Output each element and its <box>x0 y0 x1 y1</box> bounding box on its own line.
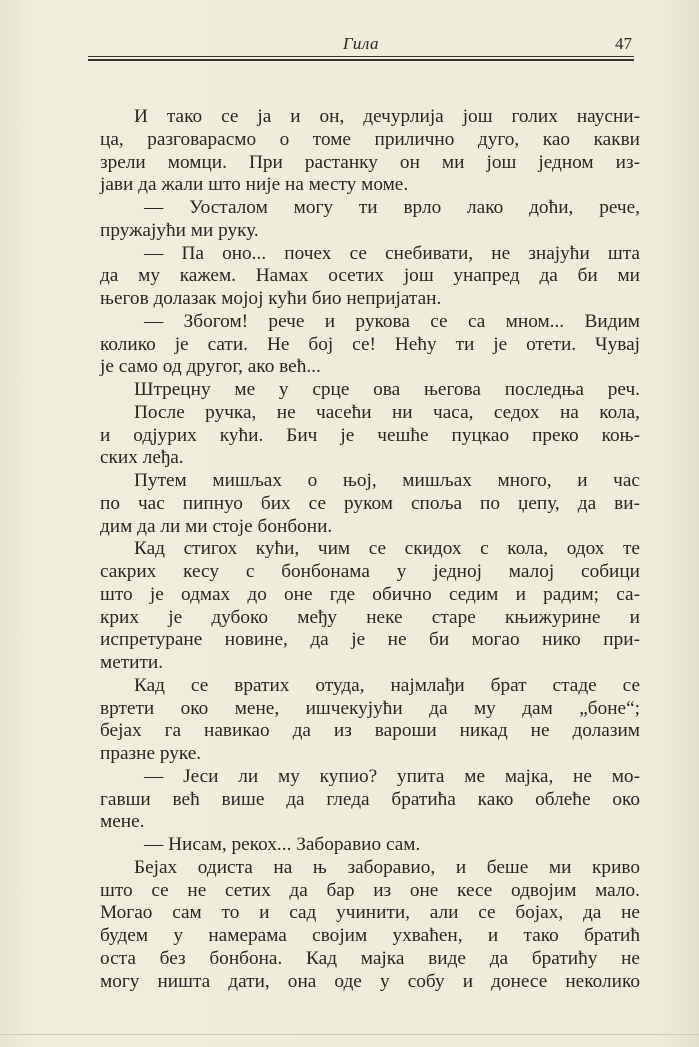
text-line: могу ништа дати, она оде у собу и донесе неколико <box>100 970 640 992</box>
text-line: Кад стигох кући, чим се скидох с кола, одох те <box>134 538 640 560</box>
text-line: зрели момци. При растанку он ми још једном из- <box>100 151 640 173</box>
text-line: је само од другог, ако већ... <box>100 356 321 378</box>
text-line: крих је дубоко међу неке старе књижурине и <box>100 606 640 628</box>
text-line: Кад се вратих отуда, најмлађи брат стаде се <box>134 674 640 696</box>
text-line: колико је сати. Не бој се! Нећу ти је отети. Чувај <box>100 333 640 355</box>
body-text <box>100 106 640 993</box>
text-line: сакрих кесу с бонбонама у једној малој собици <box>100 561 640 582</box>
text-line: — Нисам, рекох... Заборавио сам. <box>144 834 421 855</box>
text-line: будем у намерама својим ухваћен, и тако братић <box>100 925 640 946</box>
page-edge <box>0 1034 699 1035</box>
text-line: Могао сам то и сад учинити, али се бојах, да не <box>100 902 640 924</box>
text-line: оста без бонбона. Кад мајка виде да братићу не <box>100 947 640 969</box>
text-line: што се не сетих да бар из оне кесе одвојим мало. <box>100 879 640 901</box>
text-line: ских леђа. <box>100 447 184 469</box>
text-line: испретуране новине, да је не би могао нико при- <box>100 629 640 651</box>
text-line: Бејах одиста на њ заборавио, и беше ми криво <box>134 856 640 878</box>
text-line: празне руке. <box>100 743 202 764</box>
text-line: — Збогом! рече и рукова се са мном... Видим <box>144 310 640 332</box>
text-line: — Јеси ли му купио? упита ме мајка, не мо- <box>144 765 640 787</box>
text-line: — Па оно... почех се снебивати, не знајући шта <box>144 242 640 264</box>
header-rule <box>88 56 634 61</box>
text-line: гавши већ више да гледа братића како облеће око <box>100 788 640 810</box>
text-line: његов долазак мојој кући био непријатан. <box>100 288 442 309</box>
text-line: пружајући ми руку. <box>100 219 259 241</box>
text-line: јави да жали што није на месту моме. <box>100 174 409 196</box>
text-line: Путем мишљах о њој, мишљах много, и час <box>134 470 640 491</box>
page-header <box>88 32 634 54</box>
text-line: метити. <box>100 652 164 673</box>
text-line: и одјурих кући. Бич је чешће пуцкао преко коњ- <box>100 424 640 446</box>
text-line: да му кажем. Намах осетих још унапред да би ми <box>100 265 640 287</box>
text-line: вртети око мене, ишчекујући да му дам „боне“; <box>100 697 640 719</box>
text-line: што је одмах до оне где обично седим и радим; са- <box>100 583 640 605</box>
text-line: Штрецну ме у срце ова његова последња реч. <box>134 379 640 400</box>
page-number: 47 <box>615 34 632 53</box>
text-line: После ручка, не часећи ни часа, седох на кола, <box>134 401 640 423</box>
text-line: мене. <box>100 811 145 833</box>
running-title: Гила <box>343 34 379 53</box>
text-line: — Уосталом могу ти врло лако доћи, рече, <box>144 197 640 218</box>
text-line: бејах га навикао да из вароши никад не долазим <box>100 720 640 742</box>
text-line: ца, разговарасмо о томе прилично дуго, као какви <box>100 128 640 150</box>
text-line: дим да ли ми стоје бонбони. <box>100 515 333 537</box>
text-line: И тако се ја и он, дечурлија још голих наусни- <box>134 106 640 127</box>
text-line: по час пипнуо бих се руком споља по џепу, да ви- <box>100 492 640 514</box>
